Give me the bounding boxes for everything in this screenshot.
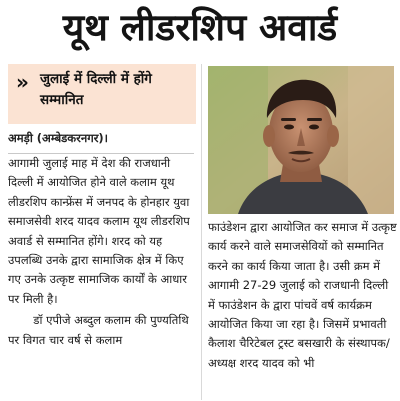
article-column-right (208, 218, 398, 400)
article-paragraph: फाउंडेशन द्वारा आयोजित कर समाज में उत्कृष्ट कार्य करने वाले समाजसेवियों को सम्मानित करने का कार्य किया जाता है। उसी क्रम में आगामी 27-29 जुलाई को राजधानी दिल्ली में फाउंडेशन के द्वारा पांचवें वर्ष कार्यक्रम आयोजित किया जा रहा है। जिसमें प्रभावती कैलाश चैरिटेबल ट्रस्ट बसखारी के संस्थापक/अध्यक्ष शरद यादव को भी (208, 220, 397, 370)
portrait-photo (208, 66, 394, 214)
column-divider (201, 64, 202, 400)
dateline: अमड़ी (अम्बेडकरनगर)। (8, 131, 109, 145)
article-paragraph: डॉ एपीजे अब्दुल कलाम की पुण्यतिथि पर विगत चार वर्ष से कलाम (8, 313, 189, 347)
subheading-text: जुलाई में दिल्ली में होंगे सम्मानित (40, 71, 152, 108)
article-column-left (8, 153, 194, 401)
page-headline: यूथ लीडरशिप अवार्ड (62, 6, 338, 49)
double-arrow-icon: » (16, 70, 29, 94)
subheading-banner (8, 64, 196, 124)
article-paragraph: आगामी जुलाई माह में देश की राजधानी दिल्ली में आयोजित होने वाले कलाम यूथ लीडरशिप कान्फ्रेंस में जनपद के होनहार युवा समाजसेवी शरद यादव कलाम यूथ लीडरशिप अवार्ड से सम्मानित होंगे। शरद को यह उपलब्धि उनके द्वारा सामाजिक क्षेत्र में किए गए उनके उत्कृष्ट सामाजिक कार्यों के आधार पर मिली है। (8, 156, 190, 306)
